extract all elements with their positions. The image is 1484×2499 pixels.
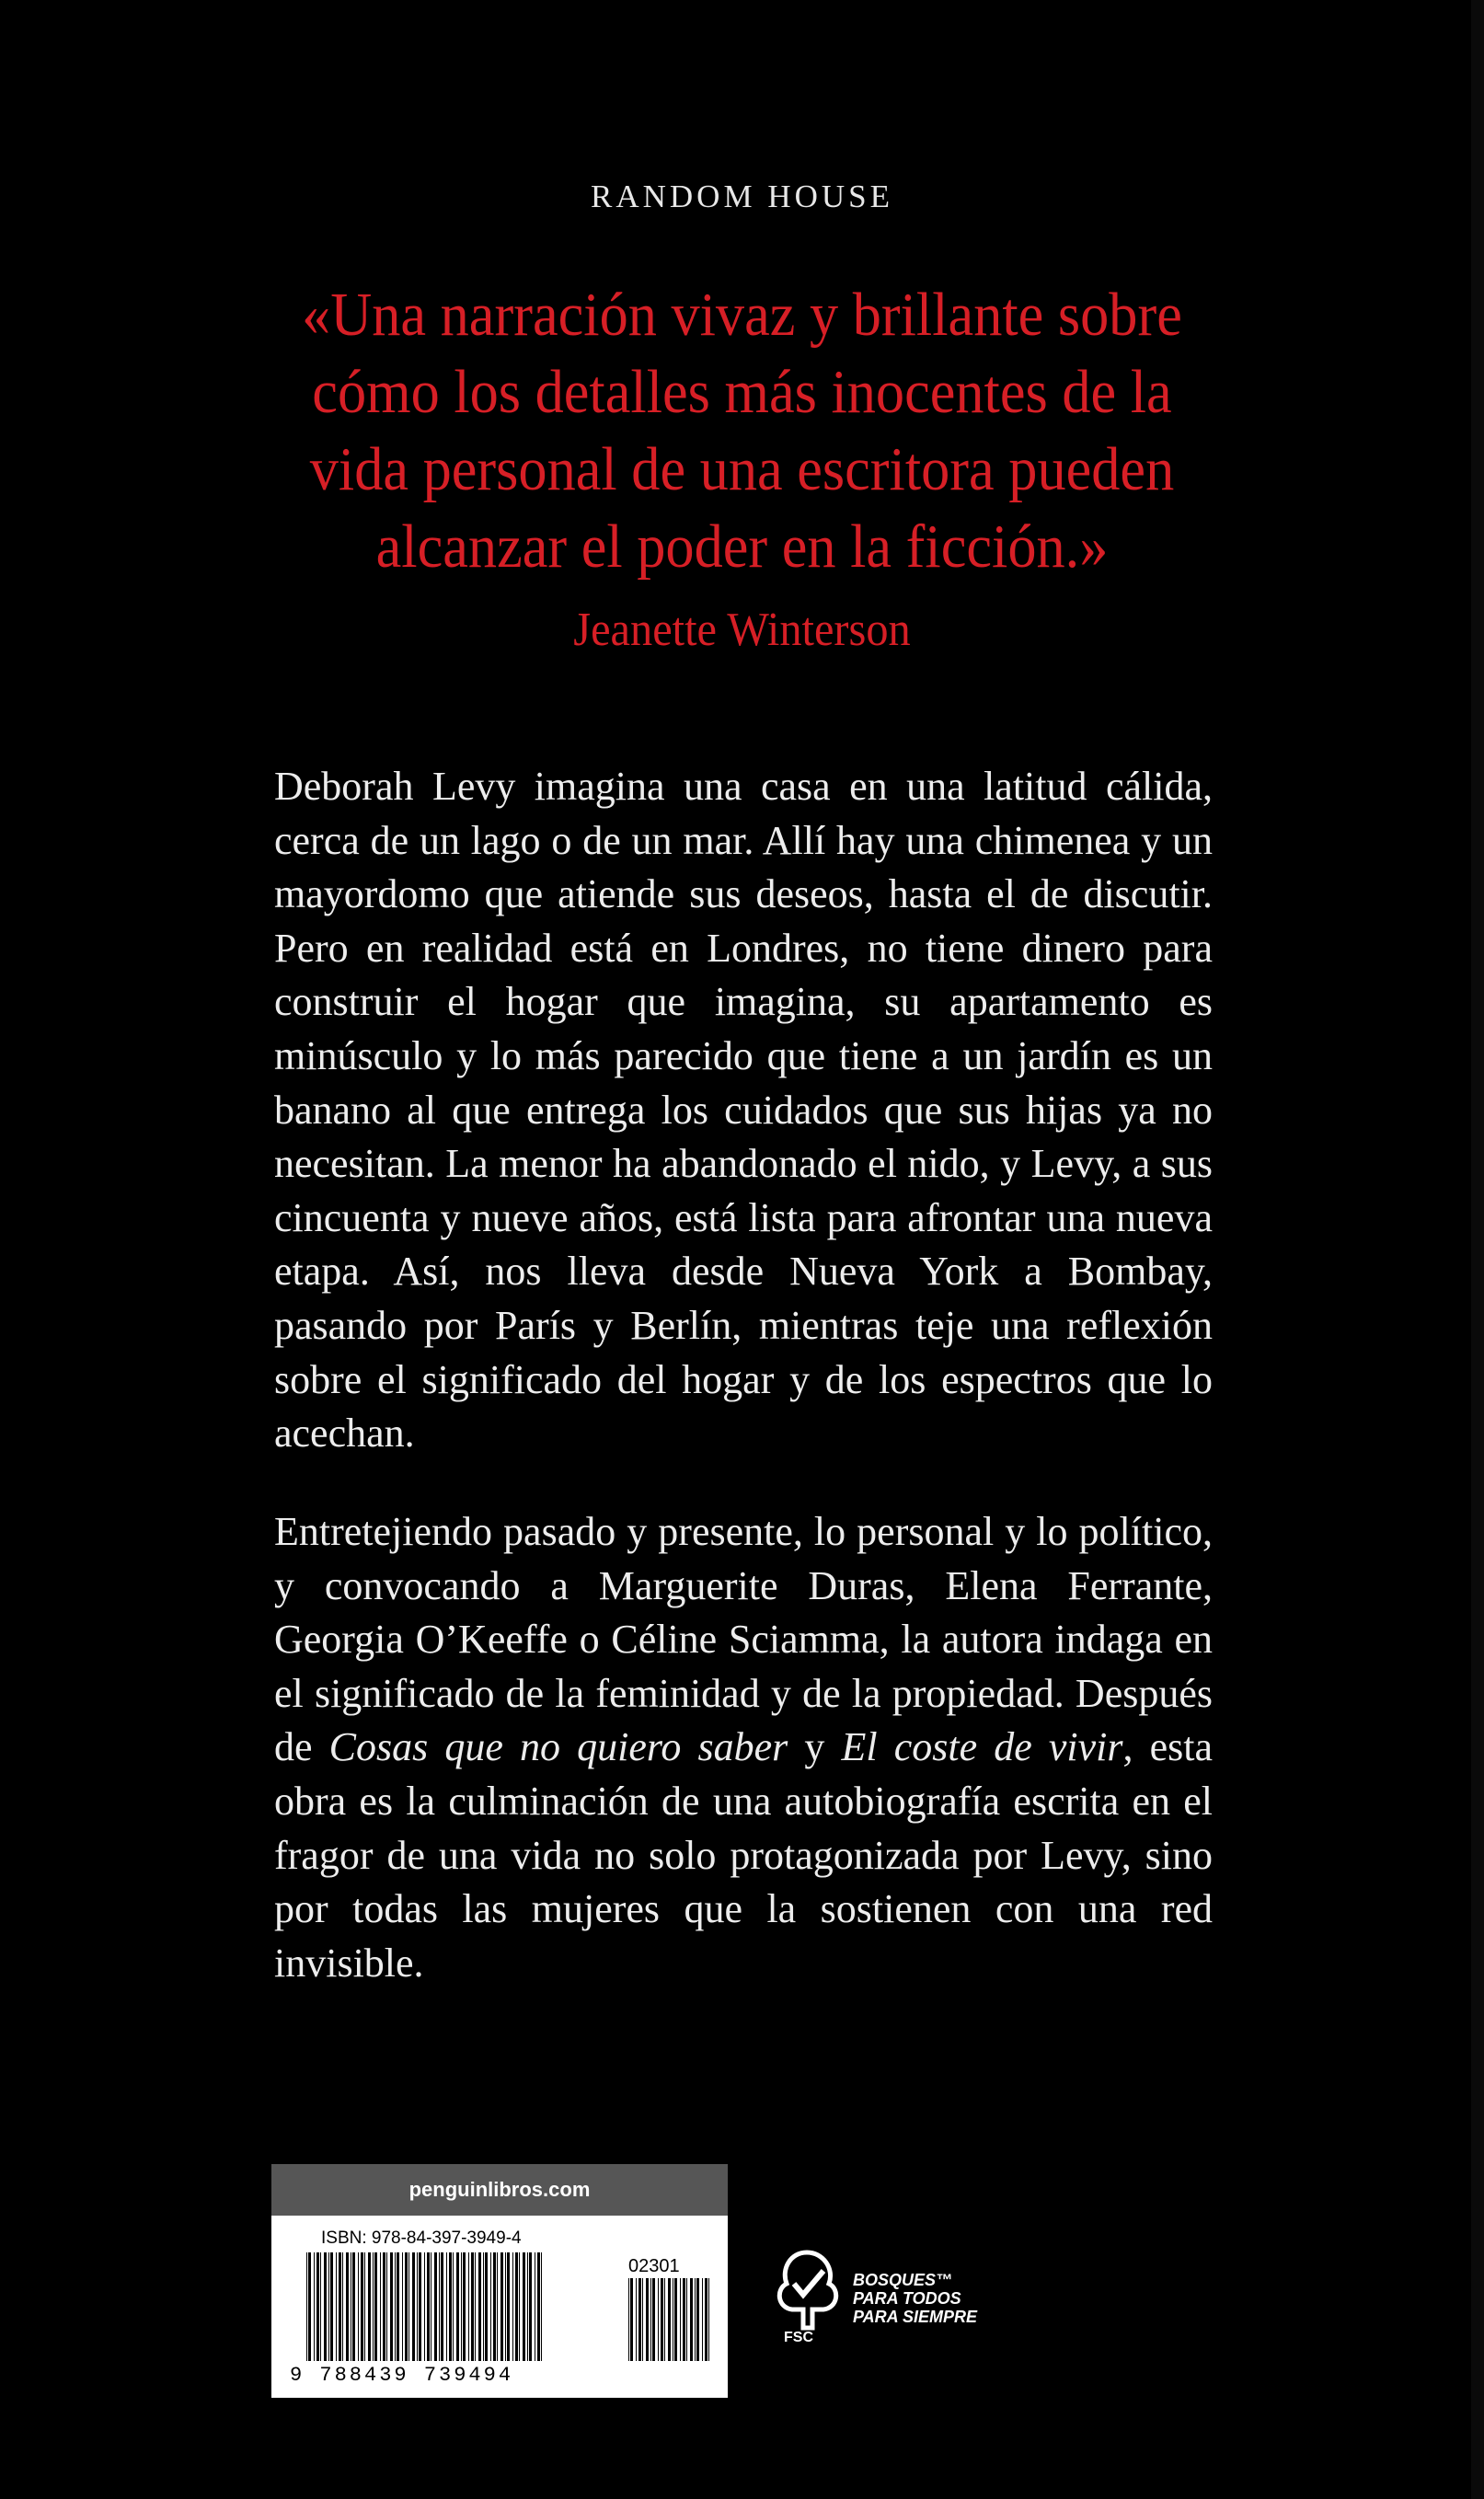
publisher-name: RANDOM HOUSE	[591, 178, 893, 214]
price-code: 02301	[628, 2256, 680, 2276]
blurb-text-2	[274, 1505, 1213, 1990]
blurb-text-2a: Entretejiendo pasado y presente, lo personal y lo político, y convocando a Marguerite Duras, Elena Ferrante, Georgia O’Keeffe o Céline Sciamma, la autora indaga en el significado de la feminidad y de la propiedad. Después de	[274, 1509, 1213, 1770]
barcode-digits: 9 788439 739494	[290, 2364, 514, 2387]
fsc-logo	[770, 2243, 1009, 2363]
spine-edge	[1471, 0, 1484, 2499]
fsc-label: FSC	[784, 2330, 813, 2345]
fsc-slogan	[853, 2271, 977, 2326]
fsc-line-1: BOSQUES™	[853, 2271, 953, 2289]
blurb-text-1: Deborah Levy imagina una casa en una latitud cálida, cerca de un lago o de un mar. Allí hay una chimenea y un mayordomo que atiende sus deseos, hasta el de discutir. Pero en realidad está en Londres, no tiene dinero para construir el hogar que imagina, su apartamento es minúsculo y lo más parecido que tiene a un jardín es un banano al que entrega los cuidados que sus hijas ya no necesitan. La menor ha abandonado el nido, y Levy, a sus cincuenta y nueve años, está lista para afrontar una nueva etapa. Así, nos lleva desde Nueva York a Bombay, pasando por París y Berlín, mientras teje una reflexión sobre el significado del hogar y de los espectros que lo acechan.	[274, 764, 1213, 1457]
blurb-text-2b: y	[788, 1724, 842, 1770]
blurb-text-2c: , esta obra es la culminación de una autobiografía escrita en el fragor de una vida no solo protagonizada por Levy, sino por todas las mujeres que la sostienen con una red invisible.	[274, 1724, 1214, 1986]
barcode-icon	[271, 2164, 728, 2398]
quote-author: Jeanette Winterson	[573, 604, 911, 656]
barcode-box	[271, 2164, 728, 2398]
fsc-line-2: PARA TODOS	[853, 2289, 961, 2308]
review-quote: «Una narración vivaz y brillante sobre cómo los detalles más inocentes de la vida personal de una escritora pueden alcanzar el poder en la ficción.»	[302, 281, 1182, 581]
fsc-line-3: PARA SIEMPRE	[853, 2308, 978, 2326]
website-url: penguinlibros.com	[271, 2164, 728, 2216]
isbn-text: ISBN: 978-84-397-3949-4	[321, 2228, 522, 2248]
blurb-paragraph-1	[274, 760, 1213, 1461]
blurb-paragraph-2	[274, 1505, 1213, 1990]
book-title-2: El coste de vivir	[841, 1724, 1123, 1770]
tree-check-icon	[770, 2243, 853, 2335]
book-title-1: Cosas que no quiero saber	[328, 1724, 788, 1770]
